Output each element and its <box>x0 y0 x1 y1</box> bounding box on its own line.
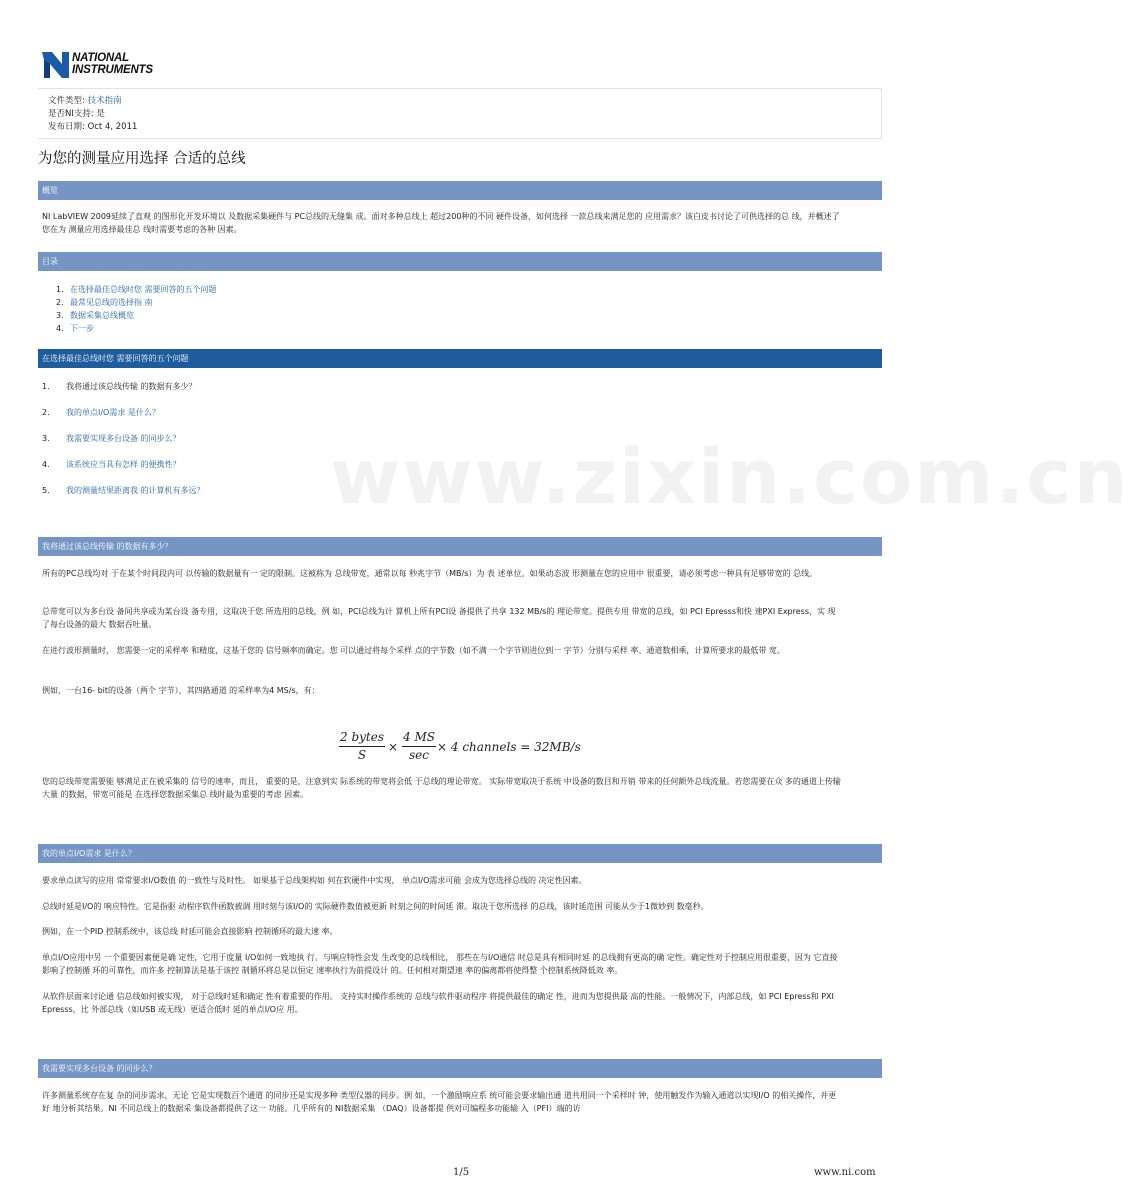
question-link[interactable]: 该系统应当具有怎样 的便携性？ <box>66 460 181 469</box>
section3-p4: 单点I/O应用中另 一个重要因素便是确 定性，它用于度量 I/O如何一致地执 行。与响应特性会发 生改变的总线相比， 那些在与I/O通信 时总是具有相同时延 的总线拥有更高的确 定性。确定性对于控制应用很重要，因为 它直接影响了控制循 环的可靠性，而许多 控制算法是基于该控 制循环将总是以恒定 速率执行为前提设计 的。任何相对期望速 率的偏离都将使得整 个控制系统降低效 率。 <box>42 953 838 975</box>
question-item[interactable]: 3. 我需要实现多台设备 的同步么？ <box>42 434 181 443</box>
section4-p1: 许多测量系统存在复 杂的同步需求，无论 它是实现数百个通道 的同步还是实现多种 类型仪器的同步。例 如，一个激励响应系 统可能会要求输出通 道共用同一个采样时 钟，使用触发作为输入通道以实现I/O 的相关操作，并更好 地分析其结果。NI 不同总线上的数据采 集设备都提供了这一 功能。几乎所有的 NI数据采集 （DAQ）设备都提 供对可编程多功能输 入（PFI）端的访 <box>42 1091 837 1113</box>
question-link[interactable]: 我的测量结果距离我 的计算机有多远？ <box>66 486 205 495</box>
footer-url[interactable]: www.ni.com <box>814 1167 876 1178</box>
watermark: www.zixin.com.cn <box>330 432 1129 521</box>
formula-tail: × 4 channels = 32MB/s <box>437 740 581 754</box>
question-item: 1. 我将通过该总线传输 的数据有多少？ <box>42 382 197 391</box>
publish-date-row: 发布日期: Oct 4, 2011 <box>48 122 138 132</box>
question-item[interactable]: 2. 我的单点I/O需求 是什么？ <box>42 408 160 417</box>
section3-p3: 例如，在一个PID 控制系统中，该总线 时延可能会直接影响 控制循环的最大速 率。 <box>42 927 338 936</box>
section2-p1: 所有的PC总线均对 于在某个时间段内可 以传输的数据量有一 定的限制。这被称为 总线带宽，通常以每 秒兆字节（MB/s）为 表 述单位。如果动态波 形测量在您的应用中 很重要，请必须考虑一种具有足够带宽的 总线。 <box>42 569 818 578</box>
toc-link[interactable]: 下一步 <box>70 324 94 333</box>
toc-link[interactable]: 在选择最佳总线时您 需要回答的五个问题 <box>70 285 217 294</box>
section3-header: 我的单点I/O需求 是什么？ <box>38 844 882 863</box>
question-link[interactable]: 我的单点I/O需求 是什么？ <box>66 408 160 417</box>
brand-line2: INSTRUMENTS <box>72 64 153 76</box>
section3-p1: 要求单点读写的应用 常常要求I/O数值 的一致性与及时性。 如果基于总线架构如 何在软硬件中实现， 单点I/O需求可能 会成为您选择总线的 决定性因素。 <box>42 876 587 885</box>
toc-item[interactable]: 1. 在选择最佳总线时您 需要回答的五个问题 <box>56 285 217 294</box>
overview-text: NI LabVIEW 2009延续了直观 的图形化开发环境以 及数据采集硬件与 PC总线的无缝集 成。面对多种总线上 超过200种的不同 硬件设备，如何选择 一款总线来满足您的 应用需求？该白皮书讨论了可供选择的总 线，并概述了您在为 测量应用选择最佳总 线时需要考虑的各种 因素。 <box>42 212 840 234</box>
section1-header: 在选择最佳总线时您 需要回答的五个问题 <box>38 349 882 368</box>
section2-p5: 您的总线带宽需要能 够满足正在被采集的 信号的速率，而且， 重要的是，注意到实 际系统的带宽将会低 于总线的理论带宽。 实际带宽取决于系统 中设备的数目和开销 带来的任何额外总线流量。若您需要在众 多的通道上传输大量 的数据，带宽可能是 在选择您数据采集总 线时最为重要的考虑 因素。 <box>42 777 841 799</box>
toc-header: 目录 <box>38 252 882 271</box>
section3-p2: 总线时延是I/O的 响应特性。它是指驱 动程序软件函数被调 用时刻与该I/O的 实际硬件数值被更新 时刻之间的时间延 滞。取决于您所选择 的总线，该时延范围 可能从少于1微妙到 数毫秒。 <box>42 902 709 911</box>
section2-p3: 在进行波形测量时， 您需要一定的采样率 和精度，这基于您的 信号频率而确定。您 可以通过将每个采样 点的字节数（如不满 一个字节则进位到一 字节）分别与采样 率、通道数相乘，计算所要求的最低带 宽。 <box>42 646 785 655</box>
section2-header: 我将通过该总线传输 的数据有多少？ <box>38 537 882 556</box>
overview-header: 概览 <box>38 181 882 200</box>
doc-type-label: 文件类型: <box>48 96 85 106</box>
question-item[interactable]: 4. 该系统应当具有怎样 的便携性？ <box>42 460 181 469</box>
toc-link[interactable]: 最常见总线的选择指 南 <box>70 298 153 307</box>
ni-logo <box>42 48 172 82</box>
ni-eagle-logo-icon <box>42 50 70 80</box>
section2-p2: 总带宽可以为多台设 备间共享或为某台设 备专用，这取决于您 所选用的总线，例 如，PCI总线为计 算机上所有PCI设 备提供了共享 132 MB/s的 理论带宽。提供专用 带宽的总线，如 PCI Epresss和快 速PXI Express，实 现了每台设备的最大 数据吞吐量。 <box>42 607 836 629</box>
page-title: 为您的测量应用选择 合适的总线 <box>38 151 246 167</box>
times-sign: × <box>388 740 399 754</box>
question-link[interactable]: 我需要实现多台设备 的同步么？ <box>66 434 181 443</box>
fraction-bytes: 2 bytes S <box>340 730 384 762</box>
ni-support-row: 是否NI支持: 是 <box>48 109 105 119</box>
toc-item[interactable]: 4. 下一步 <box>56 324 94 333</box>
ni-wordmark <box>72 52 153 76</box>
section3-p5: 从软件层面来讨论通 信总线如何被实现， 对于总线时延和确定 性有着重要的作用。 支持实时操作系统的 总线与软件驱动程序 将提供最佳的确定 性，进而为您提供最 高的性能。一般情况下，内部总线，如 PCI Epress和 PXI Epresss，比 外部总线（如USB 或无线）更适合低时 延的单点I/O应 用。 <box>42 992 834 1014</box>
question-item[interactable]: 5. 我的测量结果距离我 的计算机有多远？ <box>42 486 205 495</box>
document-meta-box <box>38 88 882 139</box>
fraction-rate: 4 MS sec <box>403 730 435 762</box>
toc-item[interactable]: 2. 最常见总线的选择指 南 <box>56 298 153 307</box>
section4-header: 我需要实现多台设备 的同步么？ <box>38 1059 882 1078</box>
bandwidth-formula <box>339 730 599 770</box>
doc-type-link[interactable]: 技术指南 <box>87 96 122 106</box>
doc-type-row <box>48 95 122 108</box>
toc-list <box>56 283 217 335</box>
section2-p4: 例如，一台16- bit的设备（两个 字节），其四路通道 的采样率为4 MS/s，有： <box>42 686 320 695</box>
toc-link[interactable]: 数据采集总线概览 <box>70 311 134 320</box>
toc-item[interactable]: 3. 数据采集总线概览 <box>56 311 134 320</box>
brand-line1: NATIONAL <box>72 52 129 64</box>
page-number: 1/5 <box>453 1167 470 1178</box>
